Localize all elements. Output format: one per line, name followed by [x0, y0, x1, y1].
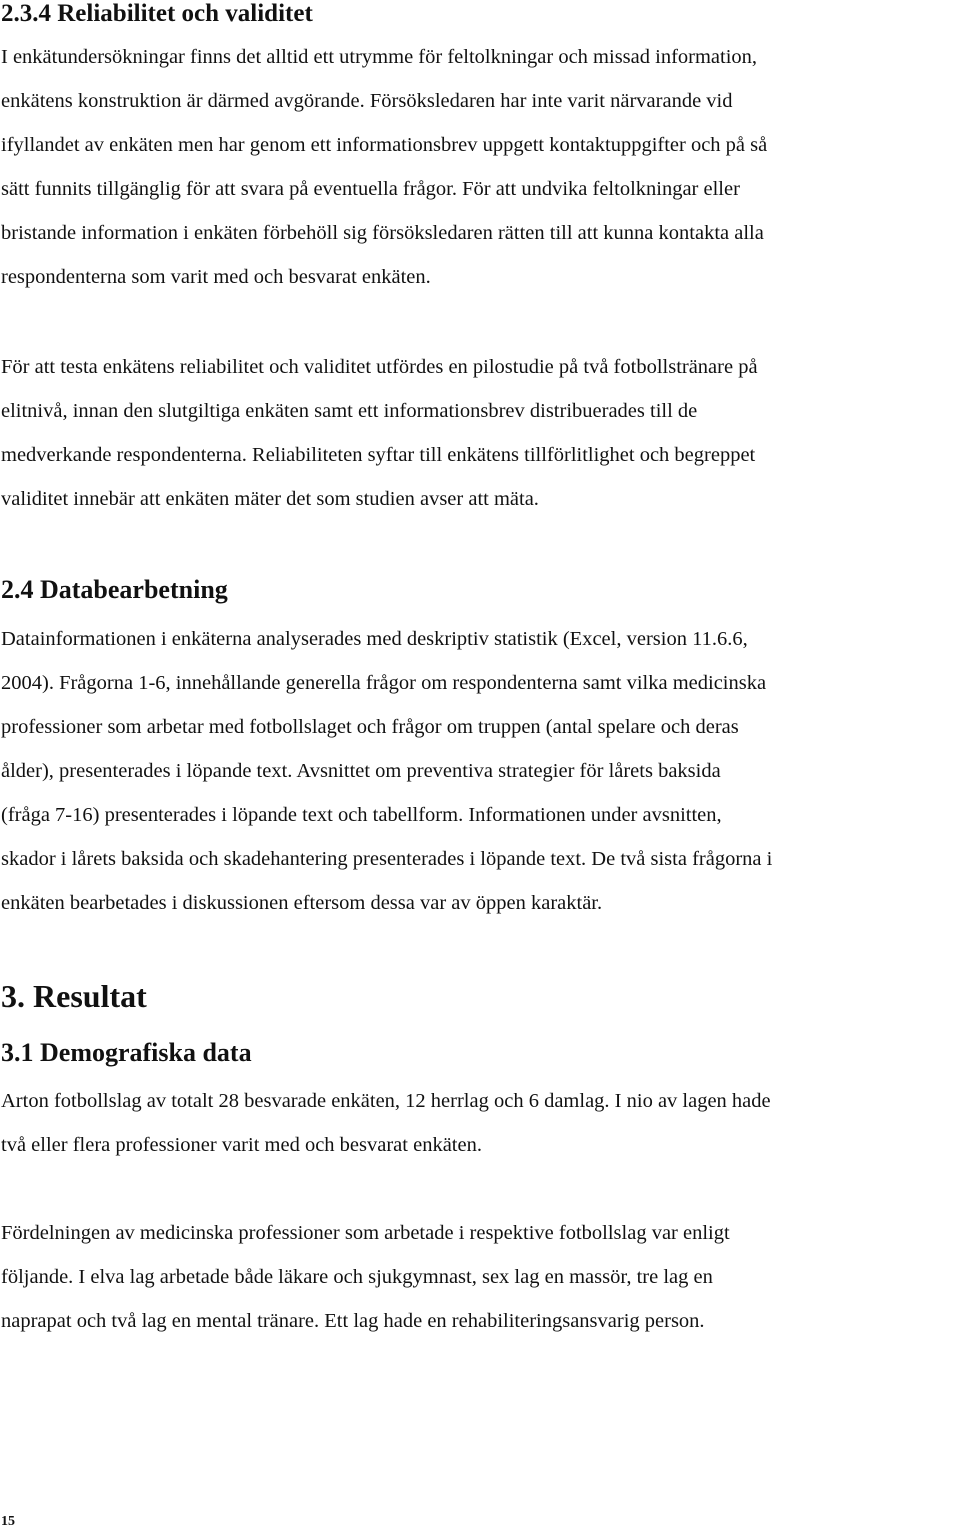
text-line: respondenterna som varit med och besvarat enkäten. — [1, 266, 431, 288]
text-line: bristande information i enkäten förbehöll sig försöksledaren rätten till att kunna kontakta alla — [1, 222, 764, 244]
section-heading-2-4: 2.4 Databearbetning — [1, 575, 228, 604]
text-line: två eller flera professioner varit med och besvarat enkäten. — [1, 1134, 482, 1156]
text-line: ålder), presenterades i löpande text. Avsnittet om preventiva strategier för lårets baksida — [1, 760, 721, 782]
text-line: 2004). Frågorna 1-6, innehållande generella frågor om respondenterna samt vilka medicinska — [1, 672, 767, 694]
paragraph-demografi-2 — [1, 1211, 956, 1343]
text-line: naprapat och två lag en mental tränare. Ett lag hade en rehabiliteringsansvarig person. — [1, 1310, 705, 1332]
text-line: följande. I elva lag arbetade både läkare och sjukgymnast, sex lag en massör, tre lag en — [1, 1266, 713, 1288]
paragraph-demografi-1 — [1, 1079, 956, 1167]
text-line: Datainformationen i enkäterna analyserades med deskriptiv statistik (Excel, version 11.6.6, — [1, 628, 748, 650]
text-line: elitnivå, innan den slutgiltiga enkäten samt ett informationsbrev distribuerades till de — [1, 400, 698, 422]
text-line: ifyllandet av enkäten men har genom ett informationsbrev uppgett kontaktuppgifter och på så — [1, 134, 768, 156]
text-line: medverkande respondenterna. Reliabiliteten syftar till enkätens tillförlitlighet och begreppet — [1, 444, 756, 466]
text-line: För att testa enkätens reliabilitet och validitet utfördes en pilostudie på två fotbollstränare på — [1, 356, 758, 378]
section-heading-3: 3. Resultat — [1, 978, 147, 1014]
text-line: Arton fotbollslag av totalt 28 besvarade enkäten, 12 herrlag och 6 damlag. I nio av lagen hade — [1, 1090, 771, 1112]
text-line: I enkätundersökningar finns det alltid ett utrymme för feltolkningar och missad information, — [1, 46, 758, 68]
page-number: 15 — [1, 1514, 15, 1529]
text-line: skador i lårets baksida och skadehantering presenterades i löpande text. De två sista frågorna i — [1, 848, 773, 870]
text-line: enkäten bearbetades i diskussionen eftersom dessa var av öppen karaktär. — [1, 892, 603, 914]
text-line: Fördelningen av medicinska professioner som arbetade i respektive fotbollslag var enligt — [1, 1222, 730, 1244]
section-heading-3-1: 3.1 Demografiska data — [1, 1038, 252, 1067]
section-heading-2-3-4: 2.3.4 Reliabilitet och validitet — [1, 0, 313, 27]
text-line: validitet innebär att enkäten mäter det som studien avser att mäta. — [1, 488, 539, 510]
paragraph-reliability-2 — [1, 345, 956, 521]
paragraph-reliability-1 — [1, 35, 956, 299]
text-line: (fråga 7-16) presenterades i löpande text och tabellform. Informationen under avsnitten, — [1, 804, 722, 826]
paragraph-databearbetning — [1, 617, 956, 925]
text-line: sätt funnits tillgänglig för att svara på eventuella frågor. För att undvika feltolkningar eller — [1, 178, 740, 200]
text-line: professioner som arbetar med fotbollslaget och frågor om truppen (antal spelare och deras — [1, 716, 739, 738]
text-line: enkätens konstruktion är därmed avgörande. Försöksledaren har inte varit närvarande vid — [1, 90, 733, 112]
